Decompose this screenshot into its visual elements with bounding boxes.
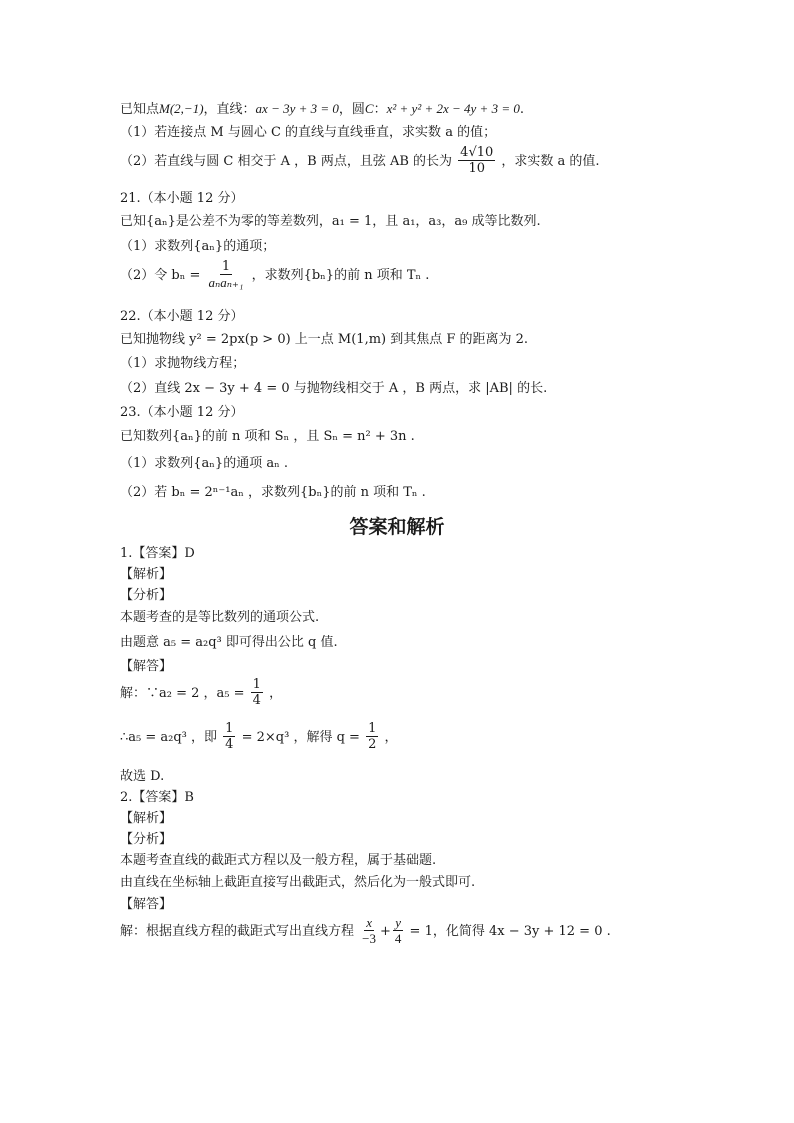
document-page [120,98,680,960]
fraction [366,722,378,753]
numerator: 1 [252,677,261,692]
text: （2）若直线与圆 C 相交于 A ，B 两点，且弦 AB 的长为 [120,153,453,169]
denominator: 4 [252,693,261,709]
problem-20-q1: （1）若连接点 M 与圆心 C 的直线与直线垂直，求实数 a 的值； [120,125,497,140]
numerator: 1 [368,721,377,736]
text: = 2×q³ ，解得 q = [241,729,360,745]
problem-22-stem: 已知抛物线 y² = 2px(p > 0) 上一点 M(1,m) 到其焦点 F 的距离为 2. [120,332,529,347]
section-jiexi: 【解析】 [120,567,173,582]
problem-22 [120,306,680,402]
numerator: 4√10 [460,145,494,160]
problem-21-q2 [120,260,680,306]
denominator: 10 [468,161,485,177]
problem-20-stem [120,98,680,120]
text: . [519,102,524,117]
analysis-text: 本题考查直线的截距式方程以及一般方程，属于基础题. [120,853,437,868]
answer-2-header: 2.【答案】B [120,790,194,805]
denominator: 4 [394,931,402,947]
section-fenxi: 【分析】 [120,588,173,603]
text: ， [384,729,398,745]
problem-21-stem: 已知{aₙ}是公差不为零的等差数列，a₁ = 1，且 a₁，a₃，a₉ 成等比数列. [120,214,541,229]
denominator: 4 [225,737,234,753]
text: ∴a₅ = a₂q³ ，即 [120,729,218,745]
section-jieda: 【解答】 [120,897,173,912]
line-equation: ax − 3y + 3 = 0 [255,101,339,116]
problem-21-q1: （1）求数列{aₙ}的通项； [120,239,276,254]
analysis-text: 本题考查的是等比数列的通项公式. [120,610,320,625]
fraction [393,916,404,947]
text: ，求数列{bₙ}的前 n 项和 Tₙ . [251,267,430,283]
analysis-text: 由题意 a₅ = a₂q³ 即可得出公比 q 值. [120,635,338,650]
solution-step [120,678,680,722]
problem-21-header: 21.（本小题 12 分） [120,191,244,206]
problem-23-q2: （2）若 bₙ = 2ⁿ⁻¹aₙ ，求数列{bₙ}的前 n 项和 Tₙ . [120,485,426,500]
problem-22-header: 22.（本小题 12 分） [120,309,244,324]
text: = 1，化简得 4x − 3y + 12 = 0 . [409,923,611,939]
solution-step [120,916,680,960]
numerator: 1 [225,721,234,736]
problem-23-q1: （1）求数列{aₙ}的通项 aₙ . [120,456,288,471]
text: 解：根据直线方程的截距式写出直线方程 [120,923,355,939]
text: ，求实数 a 的值. [501,153,600,169]
problem-22-q2: （2）直线 2x − 3y + 4 = 0 与抛物线相交于 A ，B 两点，求 |AB| 的长. [120,381,548,396]
text: 解：∵a₂ = 2 ，a₅ = [120,685,245,701]
problem-20-q2 [120,146,680,188]
problem-22-q1: （1）求抛物线方程； [120,356,246,371]
text: ， [269,685,283,701]
answer-1-header: 1.【答案】D [120,546,195,561]
answers-title: 答案和解析 [349,516,445,538]
point-m: M(2,−1) [159,101,204,116]
numerator: y [395,915,402,930]
problem-23-stem: 已知数列{aₙ}的前 n 项和 Sₙ ，且 Sₙ = n² + 3n . [120,429,415,444]
problem-21 [120,188,680,306]
section-jieda: 【解答】 [120,659,173,674]
numerator: x [366,915,372,930]
problem-23-header: 23.（本小题 12 分） [120,405,244,420]
numerator: 1 [221,259,231,274]
problem-20 [120,98,680,188]
text: 已知点 [120,102,160,117]
denominator: aₙaₙ₊₁ [208,275,244,291]
fraction [223,722,235,753]
text: （2）令 bₙ = [120,267,201,283]
problem-23 [120,402,680,508]
denominator: −3 [362,931,376,947]
circle-equation: x² + y² + 2x − 4y + 3 = 0 [386,101,520,116]
fraction [360,916,378,947]
section-jiexi: 【解析】 [120,811,173,826]
answer-1 [120,543,680,787]
fraction [458,146,495,177]
answer-2 [120,787,680,960]
conclusion: 故选 D. [120,769,165,784]
analysis-text: 由直线在坐标轴上截距直接写出截距式，然后化为一般式即可. [120,875,476,890]
fraction [251,678,263,709]
text: ，直线： [203,102,256,117]
circle-name: C [364,101,374,116]
text: ： [373,102,387,117]
fraction [207,260,246,291]
solution-step [120,722,680,766]
section-fenxi: 【分析】 [120,832,173,847]
text: + [380,923,391,939]
denominator: 2 [368,737,377,753]
text: ，圆 [338,102,365,117]
